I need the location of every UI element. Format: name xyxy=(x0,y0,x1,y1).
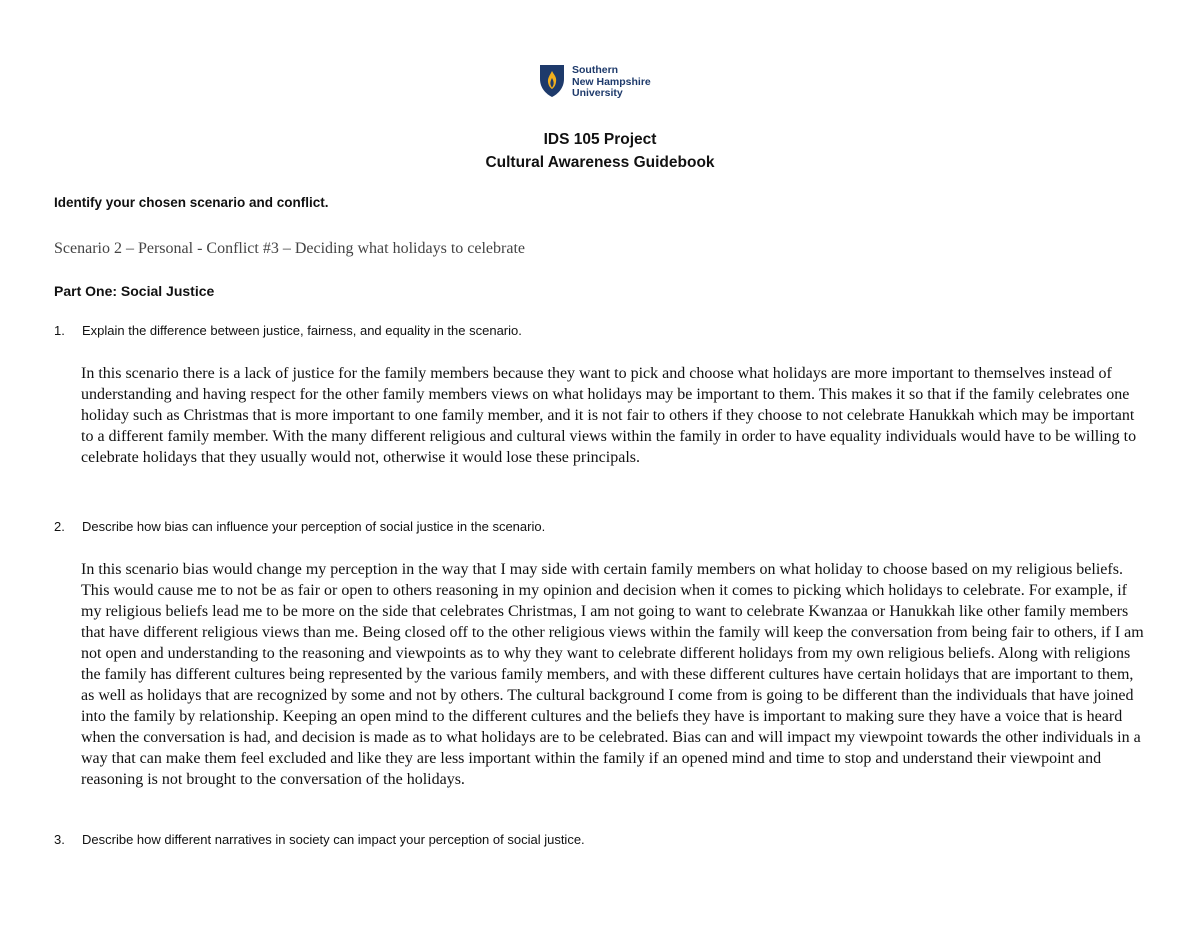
shield-flame-icon xyxy=(539,64,565,98)
title-line-1: IDS 105 Project xyxy=(543,131,657,148)
question-number: 2. xyxy=(54,519,65,534)
scenario-prompt: Identify your chosen scenario and conflict. xyxy=(54,195,329,210)
part-one-heading: Part One: Social Justice xyxy=(54,283,215,299)
question-text: Describe how bias can influence your perception of social justice in the scenario. xyxy=(82,519,546,534)
university-logo xyxy=(539,64,651,100)
question-number: 1. xyxy=(54,323,65,338)
answer-2: In this scenario bias would change my perception in the way that I may side with certain family members on what holiday to choose based on my religious beliefs. This would cause me to not be as fair or open to others reasoning in my opinion and decision when it comes to picking which holidays to celebrate. For example, if my religious beliefs lead me to be more on the side that celebrates Christmas, I am not going to want to celebrate Kwanzaa or Hanukkah like other family members that have different religious views than me. Being closed off to the other religious views within the family will keep the conversation from being fair to others, if I am not open and understanding to the reasoning and viewpoints as to why they want to celebrate different holidays from my own religious beliefs. Along with religions the family has different cultures being represented by the various family members, and with these different cultures have certain holidays that are important to them, as well as holidays that are recognized by some and not by others. The cultural background I come from is going to be different than the individuals that have joined into the family by relationship. Keeping an open mind to the different cultures and the beliefs they have is important to making sure they have a voice that is heard when the conversation is had, and decision is made as to what holidays are to be celebrated. Bias can and will impact my viewpoint towards the other individuals in a way that can make them feel excluded and like they are less important within the family if an opened mind and time to stop and understand their viewpoint and reasoning is not brought to the conversation of the holidays. xyxy=(81,561,1144,788)
question-text: Describe how different narratives in society can impact your perception of social justice. xyxy=(82,832,585,847)
logo-wordmark xyxy=(572,65,651,100)
logo-line: Southern xyxy=(572,64,619,76)
question-2 xyxy=(54,519,545,534)
logo-line: University xyxy=(572,87,623,99)
title-line-2: Cultural Awareness Guidebook xyxy=(485,154,715,171)
scenario-text: Scenario 2 – Personal - Conflict #3 – Deciding what holidays to celebrate xyxy=(54,240,525,257)
question-3 xyxy=(54,832,585,847)
question-number: 3. xyxy=(54,832,65,847)
answer-1: In this scenario there is a lack of justice for the family members because they want to pick and choose what holidays are more important to themselves instead of understanding and having respect for the other family members views on what holidays may be important to them. This makes it so that if the family celebrates one holiday such as Christmas that is more important to one family member, and it is not fair to others if they choose to not celebrate Hanukkah which may be important to a different family member. With the many different religious and cultural views within the family in order to have equality individuals would have to be willing to celebrate holidays that they usually would not, otherwise it would lose these principals. xyxy=(81,365,1137,466)
question-1 xyxy=(54,323,522,338)
logo-line: New Hampshire xyxy=(572,75,651,88)
question-text: Explain the difference between justice, fairness, and equality in the scenario. xyxy=(82,323,522,338)
document-title xyxy=(0,128,1200,174)
